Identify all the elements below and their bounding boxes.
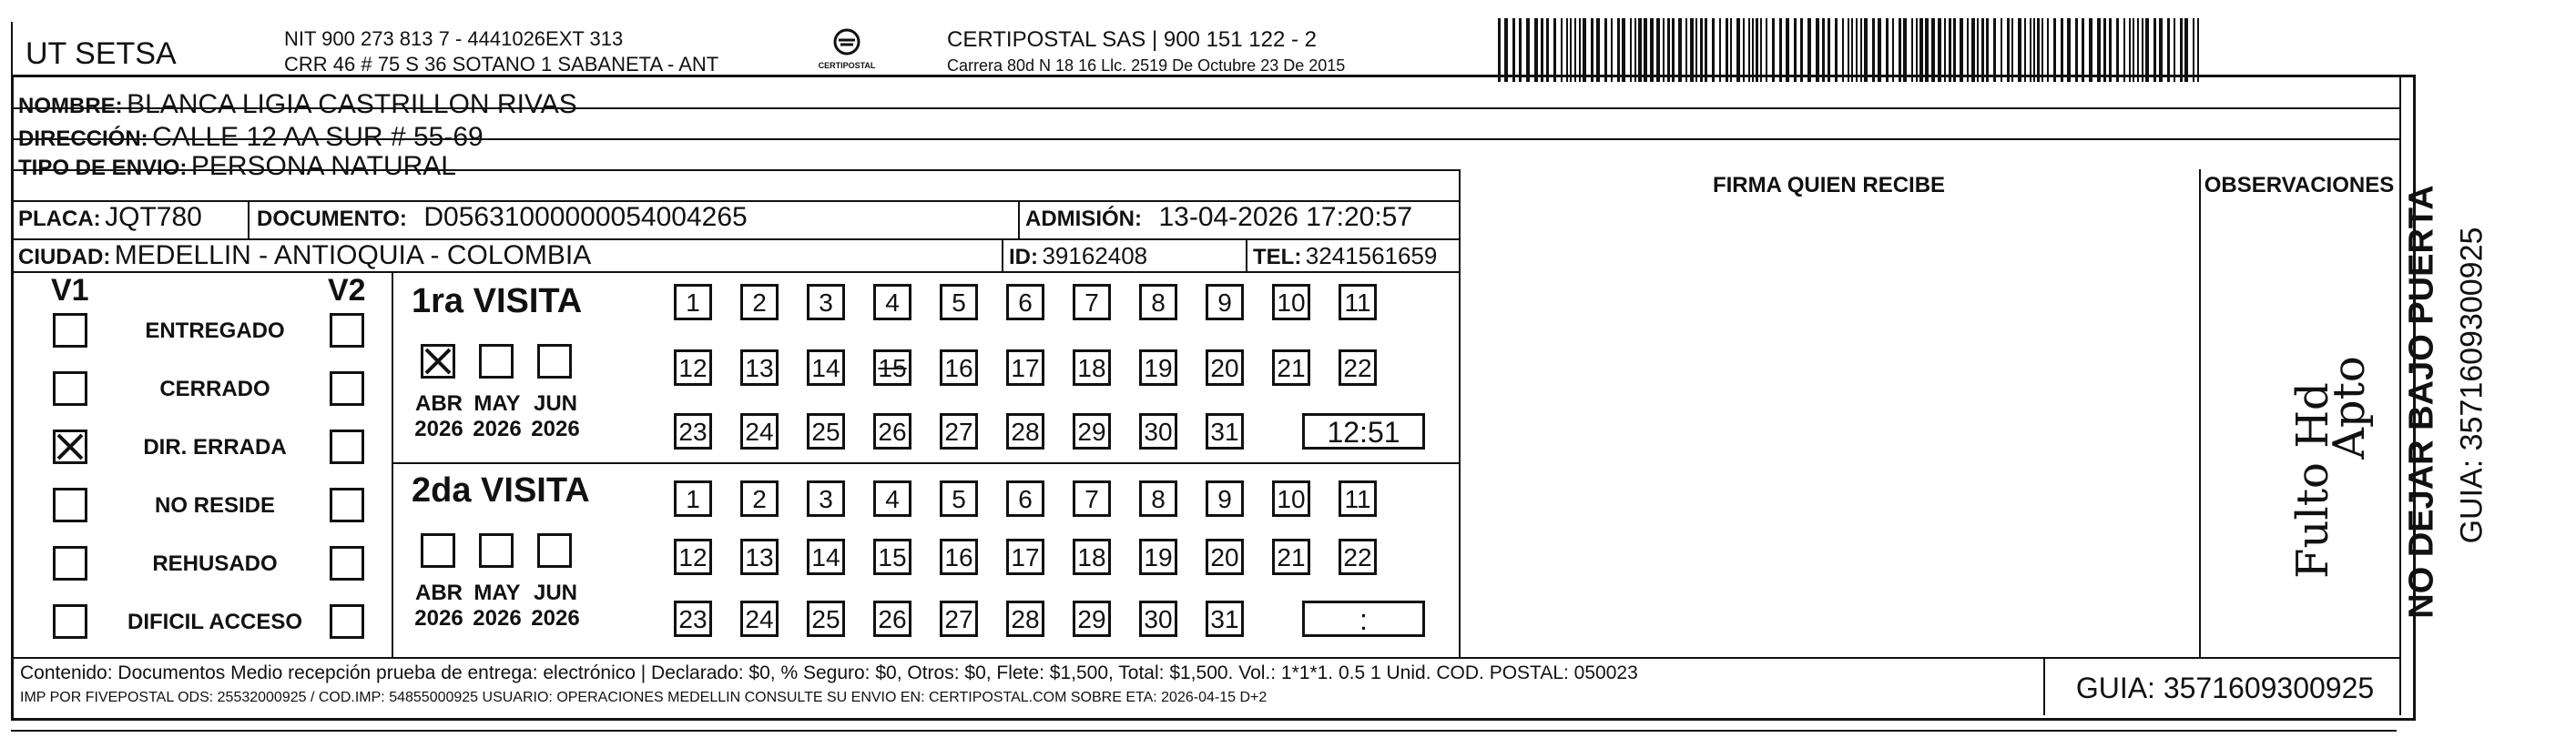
barcode-bar <box>2193 18 2194 82</box>
day-box[interactable]: 23 <box>674 413 712 450</box>
barcode-bar <box>1561 18 1563 82</box>
day-box[interactable]: 29 <box>1073 601 1111 637</box>
barcode <box>1498 18 2204 82</box>
time-box[interactable]: 12:51 <box>1302 413 1425 450</box>
day-box[interactable]: 14 <box>807 349 845 386</box>
month-label: MAY <box>473 391 521 416</box>
day-box[interactable]: 25 <box>807 413 845 450</box>
day-box[interactable]: 11 <box>1339 480 1377 517</box>
day-box[interactable]: 4 <box>873 480 911 517</box>
day-box[interactable]: 22 <box>1339 349 1377 386</box>
barcode-bar <box>1872 18 1875 82</box>
barcode-bar <box>2197 18 2199 82</box>
admision-label: ADMISIÓN: <box>1025 207 1142 231</box>
barcode-bar <box>1672 18 1675 82</box>
barcode-bar <box>2041 18 2043 82</box>
day-box[interactable]: 5 <box>940 284 978 320</box>
barcode-bar <box>1993 18 1996 82</box>
day-box[interactable]: 28 <box>1006 413 1044 450</box>
nombre-value: BLANCA LIGIA CASTRILLON RIVAS <box>127 89 577 119</box>
day-box[interactable]: 22 <box>1339 539 1377 575</box>
col-line <box>1246 238 1247 271</box>
id-row <box>1009 242 1147 270</box>
day-box[interactable]: 12 <box>674 349 712 386</box>
barcode-bar <box>1967 18 1969 82</box>
col-line <box>1018 200 1020 238</box>
barcode-bar <box>1611 18 1613 82</box>
month-checkbox[interactable] <box>537 533 572 568</box>
barcode-bar <box>1634 18 1636 82</box>
day-box[interactable]: 15 <box>873 539 911 575</box>
barcode-bar <box>1842 18 1844 82</box>
barcode-bar <box>1899 18 1901 82</box>
v1-checkbox[interactable] <box>53 313 87 348</box>
status-label: CERRADO <box>159 377 270 401</box>
day-box[interactable]: 5 <box>940 480 978 517</box>
day-box[interactable]: 26 <box>873 601 911 637</box>
barcode-bar <box>1726 18 1728 82</box>
barcode-bar <box>2089 18 2092 82</box>
tel-label: TEL: <box>1253 245 1302 269</box>
documento-label: DOCUMENTO: <box>257 207 407 231</box>
col-line <box>248 200 249 238</box>
day-box[interactable]: 28 <box>1006 601 1044 637</box>
side-warning: NO DEJAR BAJO PUERTA <box>2402 185 2441 619</box>
day-box[interactable]: 13 <box>740 349 779 386</box>
barcode-bar <box>1504 18 1508 82</box>
v2-header: V2 <box>328 273 366 308</box>
barcode-bar <box>2180 18 2183 82</box>
barcode-bar <box>2133 18 2134 82</box>
day-box[interactable]: 20 <box>1206 349 1244 386</box>
day-box[interactable]: 17 <box>1006 539 1044 575</box>
handwritten-note-2: Apto <box>2324 356 2375 460</box>
barcode-bar <box>2033 18 2035 82</box>
day-box[interactable]: 30 <box>1139 601 1177 637</box>
day-box[interactable]: 29 <box>1073 413 1111 450</box>
barcode-bar <box>1977 18 1979 82</box>
admision-value: 13-04-2026 17:20:57 <box>1158 202 1413 232</box>
v2-checkbox[interactable] <box>330 604 364 639</box>
month-checkbox[interactable] <box>479 344 514 379</box>
nombre-row <box>18 89 577 120</box>
day-box[interactable]: 12 <box>674 539 712 575</box>
barcode-bar <box>1816 18 1819 82</box>
barcode-bar <box>1566 18 1568 82</box>
day-box[interactable]: 6 <box>1006 480 1044 517</box>
month-label: JUN <box>533 581 577 605</box>
barcode-bar <box>2001 18 2002 82</box>
barcode-bar <box>1848 18 1849 82</box>
barcode-bar <box>2174 18 2175 82</box>
barcode-bar <box>2153 18 2156 82</box>
certipostal-logo <box>810 27 883 73</box>
barcode-bar <box>1546 18 1549 82</box>
barcode-bar <box>1591 18 1593 82</box>
carrier-sub: Carrera 80d N 18 16 Llc. 2519 De Octubre 23 De 2015 <box>947 56 1346 75</box>
day-box[interactable]: 27 <box>940 601 978 637</box>
barcode-bar <box>1596 18 1600 82</box>
barcode-bar <box>2053 18 2056 82</box>
nombre-label: NOMBRE: <box>18 94 123 118</box>
year-label: 2026 <box>473 606 522 631</box>
barcode-bar <box>1760 18 1762 82</box>
col-line <box>2199 169 2201 657</box>
direccion-value: CALLE 12 AA SUR # 55-69 <box>152 122 484 152</box>
tipo-label: TIPO DE ENVIO: <box>18 156 188 180</box>
barcode-bar <box>1971 18 1975 82</box>
day-box[interactable]: 19 <box>1139 539 1177 575</box>
col-line <box>1459 169 1461 657</box>
barcode-bar <box>1553 18 1556 82</box>
barcode-bar <box>2067 18 2071 82</box>
day-box[interactable]: 9 <box>1206 284 1244 320</box>
barcode-bar <box>1604 18 1607 82</box>
logo-text: CERTIPOSTAL <box>818 61 876 70</box>
barcode-bar <box>1579 18 1581 82</box>
second-visit-title: 2da VISITA <box>412 471 590 510</box>
logo-icon <box>829 27 865 56</box>
admision-row <box>1025 202 1412 233</box>
barcode-bar <box>2159 18 2163 82</box>
barcode-bar <box>1498 18 1501 82</box>
barcode-bar <box>1617 18 1620 82</box>
day-box[interactable]: 19 <box>1139 349 1177 386</box>
nit-line: NIT 900 273 813 7 - 4441026EXT 313 <box>284 27 624 50</box>
barcode-bar <box>1663 18 1665 82</box>
barcode-bar <box>2167 18 2170 82</box>
barcode-bar <box>1630 18 1632 82</box>
status-label: DIR. ERRADA <box>143 435 287 460</box>
day-box[interactable]: 25 <box>807 601 845 637</box>
row-line <box>11 271 1459 273</box>
company-name: UT SETSA <box>25 36 177 71</box>
month-label: MAY <box>473 581 521 605</box>
barcode-bar <box>2047 18 2049 82</box>
month-checkbox[interactable] <box>421 533 455 568</box>
month-checkbox[interactable] <box>421 344 455 379</box>
day-box[interactable]: 2 <box>740 480 779 517</box>
check-mark-icon <box>56 432 85 461</box>
day-box[interactable]: 21 <box>1272 539 1310 575</box>
firma-header: FIRMA QUIEN RECIBE <box>1712 173 1946 197</box>
day-box[interactable]: 6 <box>1006 284 1044 320</box>
direccion-label: DIRECCIÓN: <box>18 126 148 151</box>
barcode-bar <box>2082 18 2084 82</box>
direccion-row <box>18 122 484 153</box>
barcode-bar <box>2145 18 2149 82</box>
year-label: 2026 <box>531 606 580 631</box>
id-label: ID: <box>1009 245 1038 269</box>
barcode-bar <box>2024 18 2026 82</box>
day-box[interactable]: 3 <box>807 284 845 320</box>
barcode-bar <box>2123 18 2125 82</box>
barcode-bar <box>1622 18 1625 82</box>
barcode-bar <box>1779 18 1782 82</box>
v1-checkbox[interactable] <box>53 430 87 464</box>
day-box[interactable]: 13 <box>740 539 779 575</box>
v1-checkbox[interactable] <box>53 488 87 522</box>
barcode-bar <box>2011 18 2013 82</box>
tel-row <box>1253 242 1437 270</box>
ciudad-value: MEDELLIN - ANTIOQUIA - COLOMBIA <box>114 240 592 270</box>
barcode-bar <box>2061 18 2063 82</box>
day-box[interactable]: 3 <box>807 480 845 517</box>
col-line <box>1002 238 1003 271</box>
barcode-bar <box>1856 18 1858 82</box>
barcode-bar <box>1644 18 1647 82</box>
barcode-bar <box>1903 18 1907 82</box>
barcode-bar <box>1719 18 1721 82</box>
barcode-bar <box>1512 18 1515 82</box>
barcode-bar <box>1835 18 1838 82</box>
side-guia: GUIA: 3571609300925 <box>2454 227 2489 544</box>
row-line <box>392 462 1459 464</box>
barcode-bar <box>2184 18 2188 82</box>
day-box[interactable]: 20 <box>1206 539 1244 575</box>
address-line: CRR 46 # 75 S 36 SOTANO 1 SABANETA - ANT <box>284 53 719 76</box>
barcode-bar <box>1583 18 1586 82</box>
day-box[interactable]: 18 <box>1073 349 1111 386</box>
month-label: ABR <box>415 391 463 416</box>
day-box[interactable]: 23 <box>674 601 712 637</box>
barcode-bar <box>1864 18 1868 82</box>
barcode-bar <box>1953 18 1956 82</box>
day-box[interactable]: 21 <box>1272 349 1310 386</box>
barcode-bar <box>1667 18 1670 82</box>
col-line <box>2043 657 2045 715</box>
barcode-bar <box>1794 18 1797 82</box>
day-box[interactable]: 1 <box>674 480 712 517</box>
day-box[interactable]: 4 <box>873 284 911 320</box>
documento-value: D05631000000054004265 <box>423 202 748 232</box>
day-box[interactable]: 10 <box>1272 284 1310 320</box>
barcode-bar <box>1766 18 1767 82</box>
barcode-bar <box>1981 18 1984 82</box>
barcode-bar <box>1772 18 1775 82</box>
month-label: JUN <box>533 391 577 416</box>
v1-checkbox[interactable] <box>53 546 87 581</box>
day-box[interactable]: 26 <box>873 413 911 450</box>
barcode-bar <box>1886 18 1889 82</box>
barcode-bar <box>1860 18 1862 82</box>
footer-imp: IMP POR FIVEPOSTAL ODS: 25532000925 / COD.IMP: 54855000925 USUARIO: OPERACIONES MEDELLIN CONSULTE SU ENVIO EN: CERTIPOSTAL.COM SOBRE ETA: 2026-04-15 D+2 <box>20 690 1268 705</box>
barcode-bar <box>1650 18 1654 82</box>
tipo-row <box>18 151 456 182</box>
barcode-bar <box>2007 18 2010 82</box>
barcode-bar <box>2018 18 2021 82</box>
day-box[interactable]: 31 <box>1206 413 1244 450</box>
day-box[interactable]: 9 <box>1206 480 1244 517</box>
check-mark-icon <box>423 347 453 376</box>
v2-checkbox[interactable] <box>330 313 364 348</box>
barcode-bar <box>1892 18 1894 82</box>
barcode-bar <box>1570 18 1572 82</box>
barcode-bar <box>2137 18 2139 82</box>
barcode-bar <box>1574 18 1576 82</box>
barcode-bar <box>1822 18 1825 82</box>
barcode-bar <box>1695 18 1697 82</box>
day-box[interactable]: 31 <box>1206 601 1244 637</box>
year-label: 2026 <box>473 417 522 441</box>
status-label: DIFICIL ACCESO <box>127 610 302 634</box>
barcode-bar <box>1519 18 1522 82</box>
time-box[interactable]: : <box>1302 601 1425 637</box>
barcode-bar <box>1756 18 1758 82</box>
day-box[interactable]: 24 <box>740 601 779 637</box>
v1-checkbox[interactable] <box>53 604 87 639</box>
barcode-bar <box>1730 18 1732 82</box>
bottom-edge <box>11 730 2397 732</box>
placa-label: PLACA: <box>18 207 101 231</box>
barcode-bar <box>1534 18 1538 82</box>
barcode-bar <box>1690 18 1694 82</box>
barcode-bar <box>2129 18 2131 82</box>
barcode-bar <box>1944 18 1946 82</box>
barcode-bar <box>1700 18 1703 82</box>
month-checkbox[interactable] <box>479 533 514 568</box>
barcode-bar <box>1925 18 1929 82</box>
v2-checkbox[interactable] <box>330 546 364 581</box>
barcode-bar <box>1878 18 1881 82</box>
barcode-bar <box>1986 18 1989 82</box>
day-box[interactable]: 15 <box>873 349 911 386</box>
barcode-bar <box>1752 18 1754 82</box>
barcode-bar <box>1705 18 1707 82</box>
ciudad-row <box>18 240 591 271</box>
handwritten-note-1: Fulto Hd <box>2287 382 2338 579</box>
v2-checkbox[interactable] <box>330 488 364 522</box>
barcode-bar <box>1916 18 1918 82</box>
tipo-value: PERSONA NATURAL <box>190 151 456 181</box>
day-box[interactable]: 30 <box>1139 413 1177 450</box>
v2-checkbox[interactable] <box>330 430 364 464</box>
barcode-bar <box>2030 18 2031 82</box>
barcode-bar <box>1949 18 1951 82</box>
day-box[interactable]: 11 <box>1339 284 1377 320</box>
documento-row <box>257 202 748 233</box>
first-visit-title: 1ra VISITA <box>412 282 583 320</box>
barcode-bar <box>1786 18 1789 82</box>
ciudad-label: CIUDAD: <box>18 245 111 269</box>
barcode-bar <box>1685 18 1687 82</box>
v2-checkbox[interactable] <box>330 371 364 406</box>
day-box[interactable]: 2 <box>740 284 779 320</box>
barcode-bar <box>1736 18 1740 82</box>
barcode-bar <box>1807 18 1811 82</box>
day-box[interactable]: 27 <box>940 413 978 450</box>
barcode-bar <box>1678 18 1682 82</box>
day-box[interactable]: 1 <box>674 284 712 320</box>
tel-value: 3241561659 <box>1305 242 1438 269</box>
barcode-bar <box>1748 18 1750 82</box>
day-box[interactable]: 7 <box>1073 480 1111 517</box>
day-box[interactable]: 17 <box>1006 349 1044 386</box>
carrier-line: CERTIPOSTAL SAS | 900 151 122 - 2 <box>947 27 1317 52</box>
barcode-bar <box>1911 18 1913 82</box>
barcode-bar <box>2103 18 2106 82</box>
top-divider-left <box>11 22 13 76</box>
placa-value: JQT780 <box>105 202 202 232</box>
col-line <box>2399 75 2401 715</box>
barcode-bar <box>1541 18 1543 82</box>
barcode-bar <box>1931 18 1935 82</box>
barcode-bar <box>1851 18 1853 82</box>
barcode-bar <box>1960 18 1963 82</box>
barcode-bar <box>1938 18 1941 82</box>
status-label: ENTREGADO <box>145 318 285 343</box>
barcode-bar <box>1743 18 1745 82</box>
barcode-bar <box>2037 18 2040 82</box>
barcode-bar <box>1526 18 1530 82</box>
col-line <box>392 271 393 657</box>
day-box[interactable]: 10 <box>1272 480 1310 517</box>
row-line <box>11 657 2399 659</box>
barcode-bar <box>1828 18 1830 82</box>
status-label: REHUSADO <box>152 551 278 576</box>
placa-row <box>18 202 202 233</box>
barcode-bar <box>2075 18 2078 82</box>
day-box[interactable]: 24 <box>740 413 779 450</box>
month-checkbox[interactable] <box>537 344 572 379</box>
footer-contenido: Contenido: Documentos Medio recepción prueba de entrega: electrónico | Declarado: $0, % Seguro: $0, Otros: $0, Flete: $1,500, Total: $1,500. Vol.: 1*1*1. 0.5 1 Unid. COD. POSTAL: 050023 <box>20 662 1638 683</box>
barcode-bar <box>2109 18 2112 82</box>
day-box[interactable]: 7 <box>1073 284 1111 320</box>
day-box[interactable]: 16 <box>940 349 978 386</box>
barcode-bar <box>2116 18 2119 82</box>
month-label: ABR <box>415 581 463 605</box>
footer-guia: GUIA: 3571609300925 <box>2075 672 2375 704</box>
v1-header: V1 <box>51 273 89 308</box>
observaciones-header: OBSERVACIONES <box>2204 173 2395 197</box>
year-label: 2026 <box>414 606 463 631</box>
day-box[interactable]: 14 <box>807 539 845 575</box>
day-box[interactable]: 8 <box>1139 480 1177 517</box>
id-value: 39162408 <box>1042 242 1148 269</box>
year-label: 2026 <box>414 417 463 441</box>
status-label: NO RESIDE <box>154 493 276 518</box>
day-box[interactable]: 16 <box>940 539 978 575</box>
barcode-bar <box>1919 18 1923 82</box>
barcode-bar <box>1712 18 1715 82</box>
day-box[interactable]: 18 <box>1073 539 1111 575</box>
barcode-bar <box>2097 18 2101 82</box>
barcode-bar <box>1638 18 1642 82</box>
year-label: 2026 <box>531 417 580 441</box>
barcode-bar <box>1800 18 1803 82</box>
v1-checkbox[interactable] <box>53 371 87 406</box>
barcode-bar <box>2142 18 2143 82</box>
barcode-bar <box>1656 18 1660 82</box>
day-box[interactable]: 8 <box>1139 284 1177 320</box>
